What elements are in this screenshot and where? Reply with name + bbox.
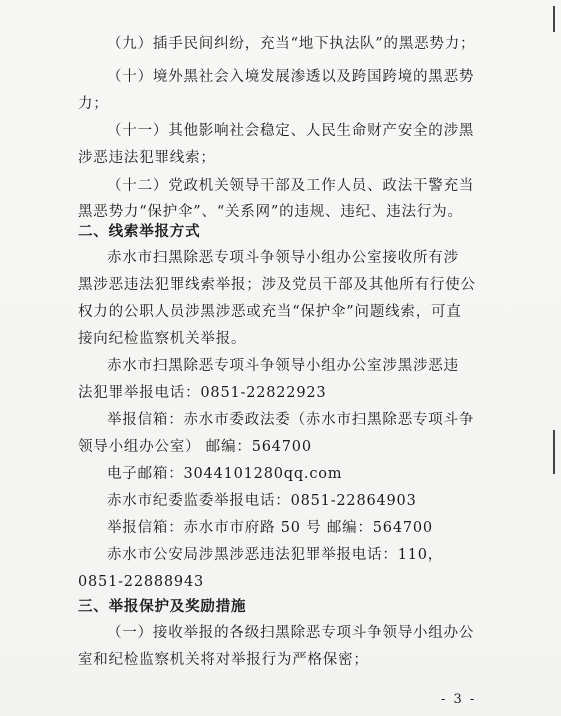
mailbox-2: 举报信箱：赤水市市府路 50 号 邮编：564700 bbox=[107, 520, 433, 536]
discipline-hotline: 赤水市纪委监委举报电话：0851-22864903 bbox=[107, 493, 417, 509]
clause-9: （九）插手民间纠纷，充当“地下执法队”的黑恶势力； bbox=[107, 36, 476, 52]
email-line: 电子邮箱：3044101280qq.com bbox=[107, 466, 343, 482]
police-hotline-line-2: 0851-22888943 bbox=[78, 574, 205, 590]
section-2-para-2-line-1: 赤水市扫黑除恶专项斗争领导小组办公室涉黑涉恶违 bbox=[107, 358, 459, 374]
section-2-para-1-line-4: 接向纪检监察机关举报。 bbox=[78, 331, 247, 347]
clause-11-line-1: （十一）其他影响社会稳定、人民生命财产安全的涉黑 bbox=[107, 123, 475, 139]
page-number: - 3 - bbox=[441, 692, 477, 707]
section-3-clause-1-line-2: 室和纪检监察机关将对举报行为严格保密； bbox=[78, 652, 369, 668]
clause-10-line-2: 力； bbox=[78, 96, 109, 112]
scan-edge-mark bbox=[553, 6, 555, 32]
section-2-para-1-line-2: 黑涉恶违法犯罪线索举报；涉及党员干部及其他所有行使公 bbox=[78, 277, 476, 293]
clause-11-line-2: 涉恶违法犯罪线索； bbox=[78, 150, 216, 166]
scan-edge-mark bbox=[553, 430, 555, 474]
police-hotline-line-1: 赤水市公安局涉黑涉恶违法犯罪举报电话：110， bbox=[107, 547, 444, 563]
section-3-heading: 三、举报保护及奖励措施 bbox=[78, 598, 247, 615]
clause-12-line-1: （十二）党政机关领导干部及工作人员、政法干警充当 bbox=[107, 178, 475, 194]
section-2-para-2-line-2: 法犯罪举报电话：0851-22822923 bbox=[78, 385, 327, 401]
clause-10-line-1: （十）境外黑社会入境发展渗透以及跨国跨境的黑恶势 bbox=[107, 69, 475, 85]
clause-12-line-2: 黑恶势力“保护伞”、“关系网”的违规、违纪、违法行为。 bbox=[78, 204, 463, 220]
section-2-para-1-line-1: 赤水市扫黑除恶专项斗争领导小组办公室接收所有涉 bbox=[107, 250, 459, 266]
mailbox-1-line-1: 举报信箱：赤水市委政法委（赤水市扫黑除恶专项斗争 bbox=[107, 412, 475, 428]
section-3-clause-1-line-1: （一）接收举报的各级扫黑除恶专项斗争领导小组办公 bbox=[107, 625, 475, 641]
section-2-para-1-line-3: 权力的公职人员涉黑涉恶或充当“保护伞”问题线索，可直 bbox=[78, 304, 462, 320]
mailbox-1-line-2: 领导小组办公室） 邮编：564700 bbox=[78, 439, 312, 455]
section-2-heading: 二、线索举报方式 bbox=[78, 223, 201, 240]
